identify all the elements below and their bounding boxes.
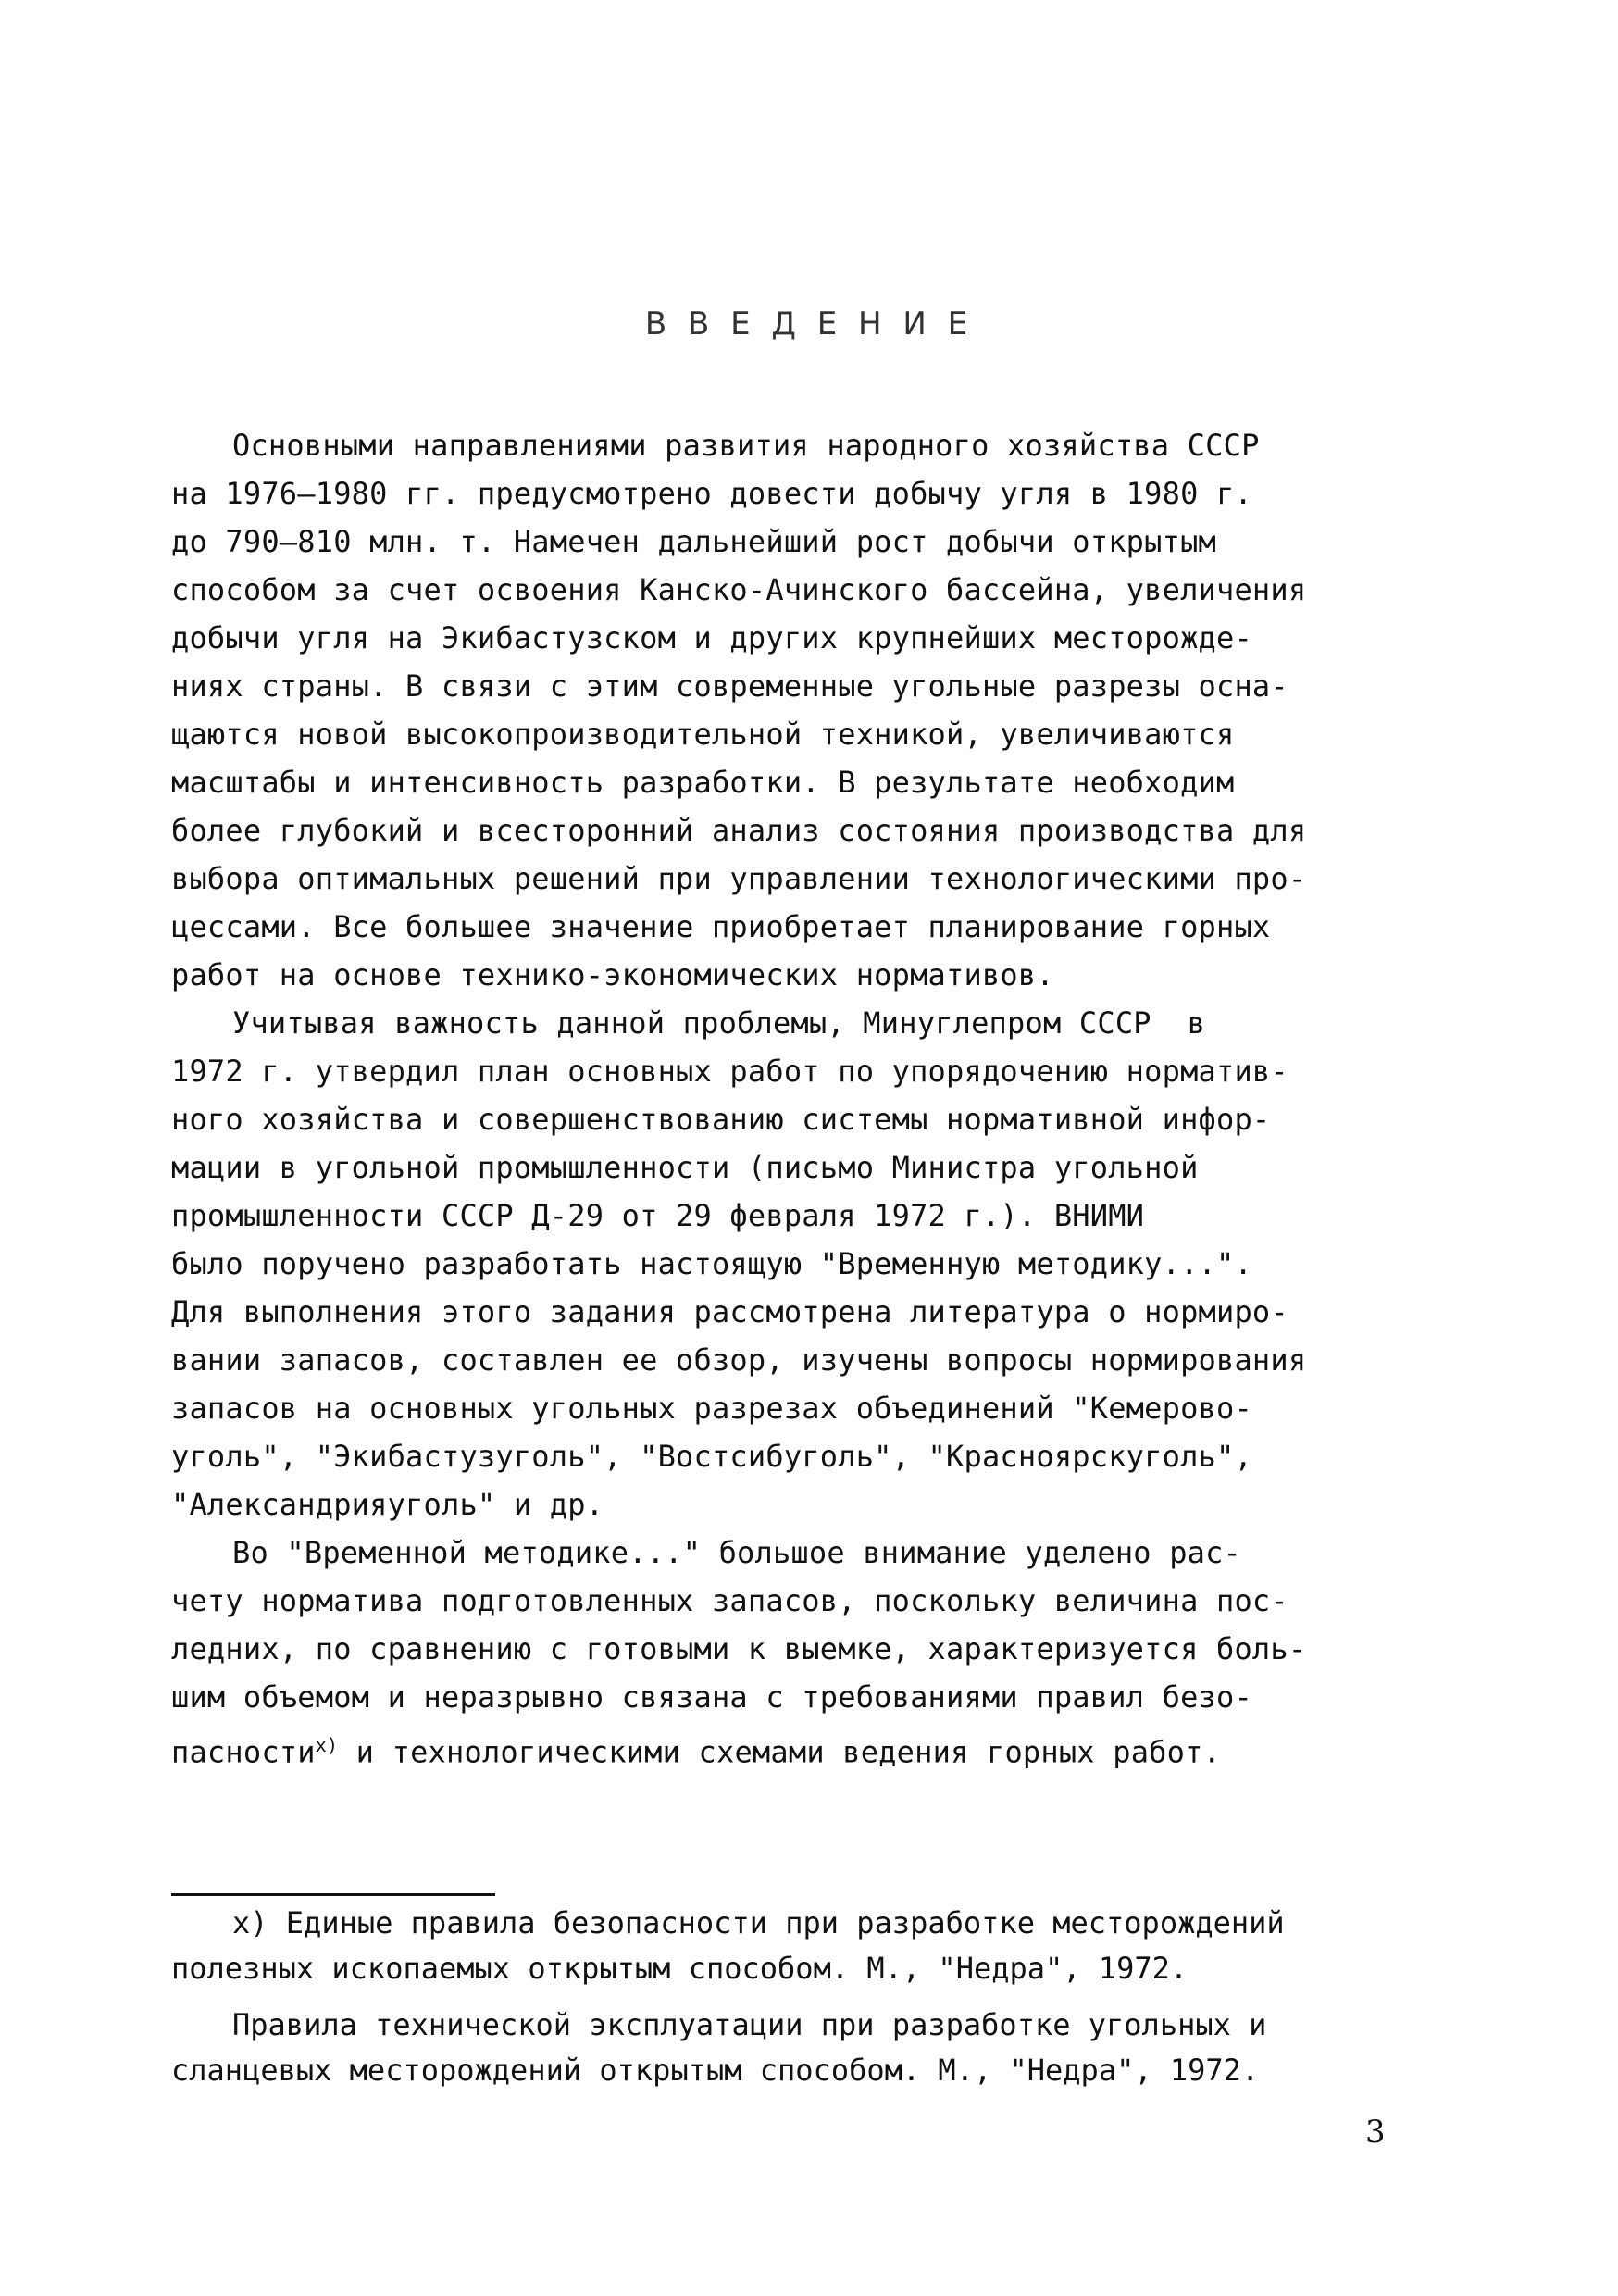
text-line [171, 518, 1467, 566]
text-line-content: промышленности СССР Д-29 от 29 февраля 1972 г.). ВНИМИ [171, 1198, 1145, 1233]
text-line [171, 1432, 1467, 1480]
text-line-content: "Александрияуголь" и др. [171, 1487, 604, 1522]
text-line [171, 806, 1467, 855]
text-line-content: запасов на основных угольных разрезах объединений "Кемерово- [171, 1391, 1252, 1426]
text-line [171, 421, 1467, 469]
text-line-content: чету норматива подготовленных запасов, поскольку величина пос- [171, 1583, 1288, 1618]
text-line [171, 951, 1467, 999]
footnote-line: Правила технической эксплуатации при разработке угольных и [232, 2007, 1267, 2042]
text-line [171, 1384, 1467, 1432]
footnotes [171, 1901, 1486, 2093]
footnote-marker: x) [315, 1734, 339, 1756]
text-line [171, 1288, 1467, 1336]
text-line-content: до 790–810 млн. т. Намечен дальнейший рост добычи открытым [171, 524, 1217, 559]
text-line [171, 903, 1467, 951]
text-line-content: пасности [171, 1734, 316, 1770]
text-line-content: 1972 г. утвердил план основных работ по упорядочению норматив- [171, 1054, 1288, 1089]
text-line-content: мации в угольной промышленности (письмо Министра угольной [171, 1150, 1199, 1185]
text-line [171, 1240, 1467, 1288]
text-line-content: выбора оптимальных решений при управлении технологическими про- [171, 861, 1307, 896]
text-line [171, 710, 1467, 758]
footnote [171, 2003, 1486, 2093]
text-line-content: Для выполнения этого задания рассмотрена литература о нормиро- [171, 1294, 1288, 1329]
text-line [171, 1047, 1467, 1095]
text-line-content: ного хозяйства и совершенствованию системы нормативной инфор- [171, 1102, 1271, 1137]
text-line-content: на 1976–1980 гг. предусмотрено довести добычу угля в 1980 г. [171, 476, 1252, 511]
text-line-content: способом за счет освоения Канско-Ачинского бассейна, увеличения [171, 572, 1307, 607]
text-line [171, 758, 1467, 806]
text-line [171, 1095, 1467, 1143]
text-line-content: Во "Временной методике..." большое внимание уделено рас- [232, 1535, 1242, 1570]
text-line-content: масштабы и интенсивность разработки. В результате необходим [171, 765, 1235, 800]
text-line [171, 1192, 1467, 1240]
text-line-content: более глубокий и всесторонний анализ состояния производства для [171, 813, 1307, 848]
text-line-content: добычи угля на Экибастузском и других крупнейших месторожде- [171, 620, 1252, 655]
page-title: В В Е Д Е Н И Е [644, 306, 974, 343]
text-line-continuation: и технологическими схемами ведения горных работ. [338, 1734, 1222, 1770]
text-line [171, 1480, 1467, 1529]
text-line-content: работ на основе технико-экономических нормативов. [171, 957, 1054, 992]
footnote-rule [171, 1893, 495, 1896]
text-line [171, 566, 1467, 614]
text-line-content: ледних, по сравнению с готовыми к выемке, характеризуется боль- [171, 1631, 1307, 1666]
footnote-line: х) Единые правила безопасности при разработке месторождений [232, 1905, 1285, 1940]
text-line-content: уголь", "Экибастузуголь", "Востсибуголь", "Красноярскуголь", [171, 1439, 1252, 1474]
text-line-content: было поручено разработать настоящую "Временную методику...". [171, 1246, 1252, 1281]
text-line-content: вании запасов, составлен ее обзор, изучены вопросы нормирования [171, 1342, 1307, 1378]
text-line-content: ниях страны. В связи с этим современные угольные разрезы осна- [171, 668, 1288, 704]
text-line [171, 1336, 1467, 1384]
text-line [171, 1529, 1467, 1577]
text-line-content: щаются новой высокопроизводительной техникой, увеличиваются [171, 717, 1235, 752]
text-line [171, 1143, 1467, 1192]
text-line [171, 662, 1467, 710]
text-line [171, 1625, 1467, 1673]
footnote [171, 1901, 1486, 1991]
body-text [171, 421, 1467, 1769]
text-line-content: цессами. Все большее значение приобретает планирование горных [171, 909, 1271, 944]
footnote-gap [171, 1991, 1486, 2003]
text-line [171, 1721, 1467, 1769]
text-line [171, 999, 1467, 1047]
text-line-content: Учитывая важность данной проблемы, Минуглепром СССР в [232, 1005, 1206, 1041]
text-line-content: Основными направлениями развития народного хозяйства СССР [232, 428, 1260, 463]
text-line [171, 855, 1467, 903]
text-line [171, 469, 1467, 518]
footnote-line: сланцевых месторождений открытым способом. М., "Недра", 1972. [171, 2053, 1260, 2088]
page-number: 3 [1365, 2114, 1386, 2151]
footnote-line: полезных ископаемых открытым способом. М., "Недра", 1972. [171, 1951, 1189, 1986]
text-line [171, 1673, 1467, 1721]
text-line-content: шим объемом и неразрывно связана с требованиями правил безо- [171, 1679, 1252, 1715]
text-line [171, 1577, 1467, 1625]
text-line [171, 614, 1467, 662]
